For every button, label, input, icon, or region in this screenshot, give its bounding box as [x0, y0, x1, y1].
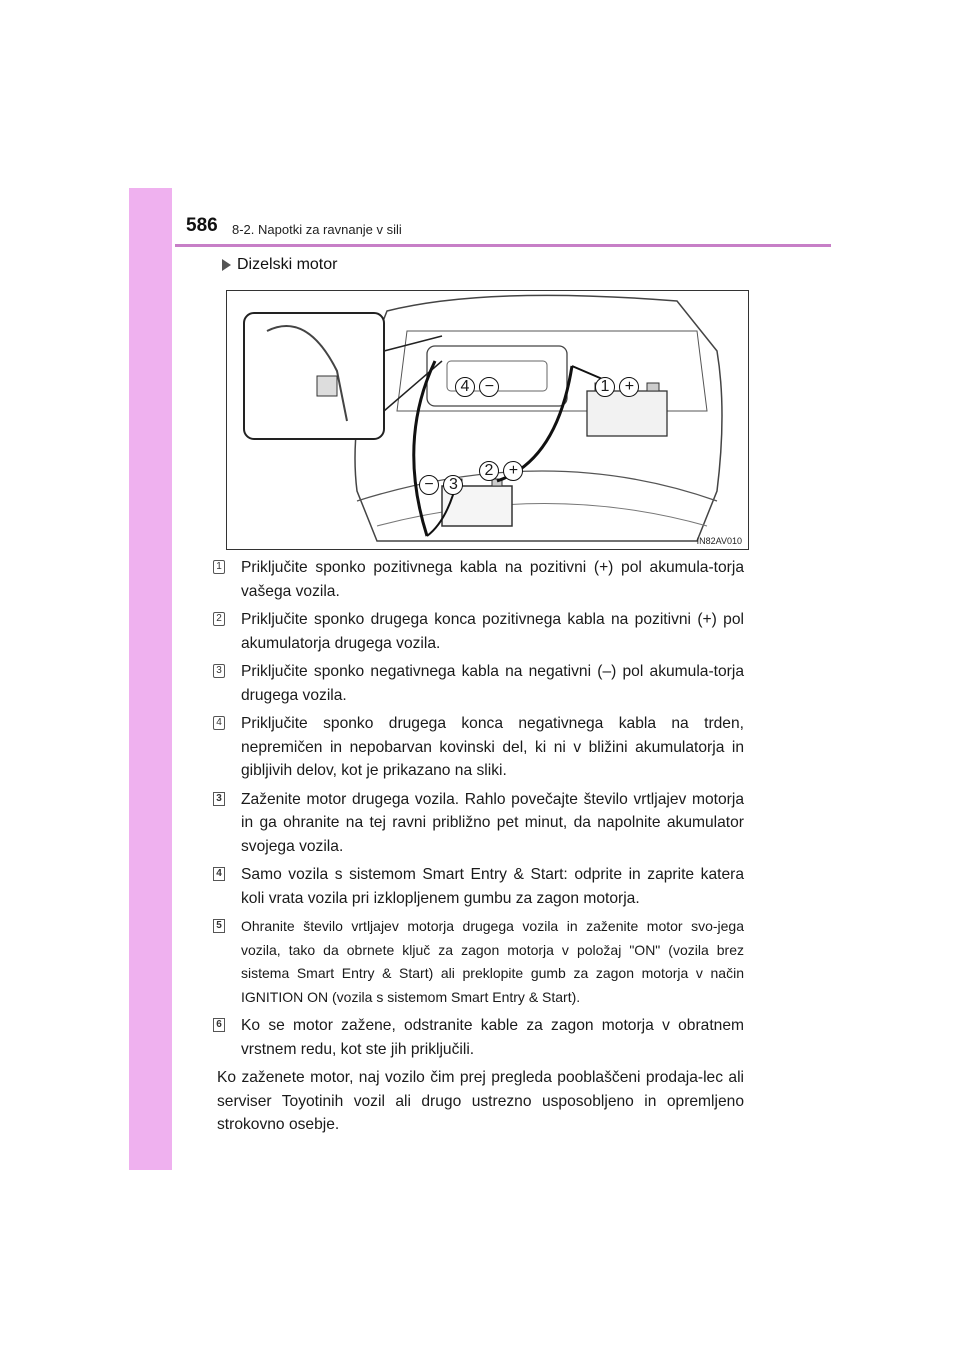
substep-1 — [213, 556, 744, 603]
page-number: 586 — [186, 215, 218, 236]
subheading-text: Dizelski motor — [237, 256, 338, 273]
substep-text: Priključite sponko drugega konca negativnega kabla na trden, nepremičen in nepobarvan kovinski del, ki ni v bližini akumulatorja in gibljivih delov, kot je prikazano na sliki. — [241, 715, 744, 779]
step-marker: 6 — [213, 1018, 225, 1032]
substep-4 — [213, 712, 744, 783]
substep-text: Priključite sponko negativnega kabla na negativni (–) pol akumula-torja drugega vozila. — [241, 663, 744, 704]
step-6 — [213, 1014, 744, 1061]
step-text: Samo vozila s sistemom Smart Entry & Start: odprite in zaprite katera koli vrata vozila pri izklopljenem gumbu za zagon motorja. — [241, 866, 744, 907]
substep-marker: 3 — [213, 664, 225, 678]
substep-marker: 4 — [213, 716, 225, 730]
substep-text: Priključite sponko pozitivnega kabla na pozitivni (+) pol akumula-torja vašega vozila. — [241, 559, 744, 600]
substep-marker: 1 — [213, 560, 225, 574]
step-text: Ohranite število vrtljajev motorja drugega vozila in zaženite motor svo-jega vozila, tako da obrnete ključ za zagon motorja v položaj "ON" (vozila brez sistema Smart Entry & Start) ali preklopite gumb za zagon motorja v način IGNITION ON (vozila s sistemom Smart Entry & Start). — [241, 918, 744, 1005]
callout-4: 4 − — [455, 377, 499, 397]
callout-1: 1 + — [595, 377, 639, 397]
substep-marker: 2 — [213, 612, 225, 626]
instructions — [213, 556, 744, 1137]
subheading — [222, 256, 337, 274]
callout-3: − 3 — [419, 475, 463, 495]
figure-code: IN82AV010 — [696, 536, 742, 546]
step-marker: 5 — [213, 919, 225, 933]
closing-paragraph: Ko zaženete motor, naj vozilo čim prej pregleda pooblaščeni prodaja-lec ali serviser Toyotinih vozil ali drugo ustrezno usposobljeno in opremljeno strokovno osebje. — [217, 1069, 744, 1133]
step-3 — [213, 788, 744, 859]
step-4 — [213, 863, 744, 910]
step-marker: 3 — [213, 792, 225, 806]
step-marker: 4 — [213, 867, 225, 881]
section-title: 8-2. Napotki za ravnanje v sili — [232, 222, 402, 237]
callout-2: 2 + — [479, 461, 523, 481]
step-text: Ko se motor zažene, odstranite kable za zagon motorja v obratnem vrstnem redu, kot ste jih priključili. — [241, 1017, 744, 1058]
substep-2 — [213, 608, 744, 655]
chapter-tab-bar — [129, 188, 172, 1170]
triangle-bullet-icon — [222, 259, 231, 271]
step-5 — [213, 915, 744, 1009]
substep-text: Priključite sponko drugega konca pozitivnega kabla na pozitivni (+) pol akumulatorja drugega vozila. — [241, 611, 744, 652]
jump-start-illustration — [226, 290, 749, 550]
header-divider — [175, 244, 831, 247]
engine-bay-drawing — [227, 291, 748, 549]
step-text: Zaženite motor drugega vozila. Rahlo povečajte število vrtljajev motorja in ga ohranite na tej ravni približno pet minut, da napolnite akumulator svojega vozila. — [241, 790, 744, 855]
substep-3 — [213, 660, 744, 707]
